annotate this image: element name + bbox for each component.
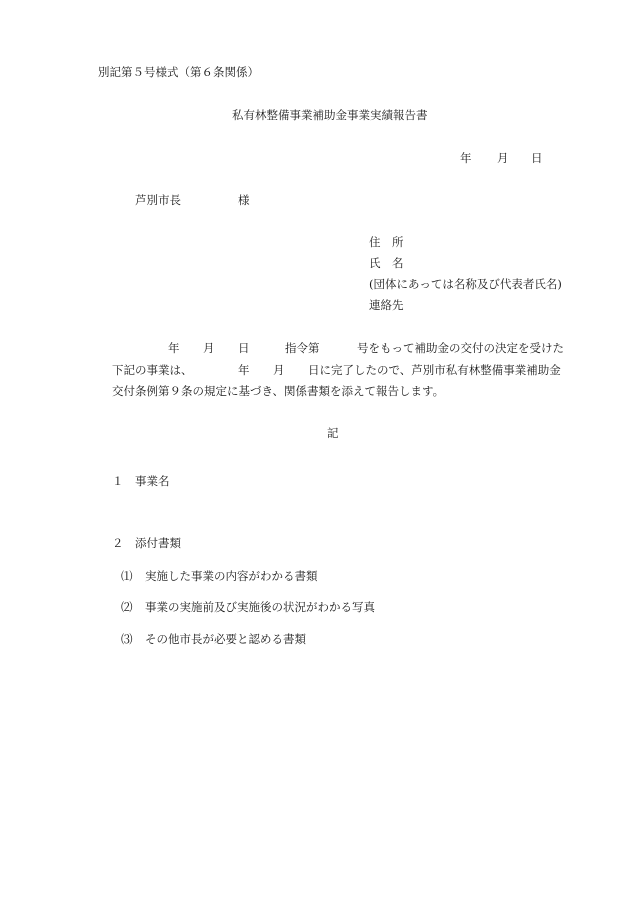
applicant-org-note-row [369, 279, 562, 300]
subitem-label: 実施した事業の内容がわかる書類 [145, 569, 318, 583]
body-line1-day: 日 [238, 341, 250, 355]
item-label-attachments: 添付書類 [135, 536, 181, 550]
applicant-block [369, 237, 562, 321]
body-line1-year: 年 [168, 341, 180, 355]
date-month-label: 月 [497, 151, 509, 165]
applicant-address-row [369, 237, 562, 258]
date-year-label: 年 [460, 151, 472, 165]
body-line1-rest: 号をもって補助金の交付の決定を受けた [357, 341, 564, 355]
subitem-label: 事業の実施前及び実施後の状況がわかる写真 [145, 600, 375, 614]
addressee-name: 芦別市長 [135, 193, 181, 207]
body-line1-month: 月 [203, 341, 215, 355]
ki-heading: 記 [327, 426, 339, 440]
document-title: 私有林整備事業補助金事業実績報告書 [232, 108, 428, 122]
form-number: 別記第５号様式（第６条関係） [98, 65, 259, 79]
body-line3: 交付条例第９条の規定に基づき、関係書類を添えて報告します。 [112, 384, 445, 398]
subitem-number: ⑶ [121, 632, 133, 646]
addressee-suffix: 様 [238, 193, 250, 207]
applicant-name-label: 氏 名 [369, 256, 404, 270]
body-line2-start: 下記の事業は、 [112, 363, 193, 377]
applicant-address-label: 住 所 [369, 235, 404, 249]
item-number: ２ [112, 536, 124, 550]
item-number: １ [112, 474, 124, 488]
subitem-number: ⑴ [121, 569, 133, 583]
subitem-number: ⑵ [121, 600, 133, 614]
applicant-org-note: (団体にあっては名称及び代表者氏名) [369, 277, 562, 291]
date-day-label: 日 [531, 151, 543, 165]
body-line1-order: 指令第 [285, 341, 320, 355]
body-line2-rest: 日に完了したので、芦別市私有林整備事業補助金 [308, 363, 561, 377]
body-line2-month: 月 [273, 363, 285, 377]
body-line2-year: 年 [238, 363, 250, 377]
applicant-contact-label: 連絡先 [369, 298, 404, 312]
subitem-label: その他市長が必要と認める書類 [145, 632, 306, 646]
applicant-name-row [369, 258, 562, 279]
applicant-contact-row [369, 300, 562, 321]
item-label-project-name: 事業名 [135, 474, 170, 488]
